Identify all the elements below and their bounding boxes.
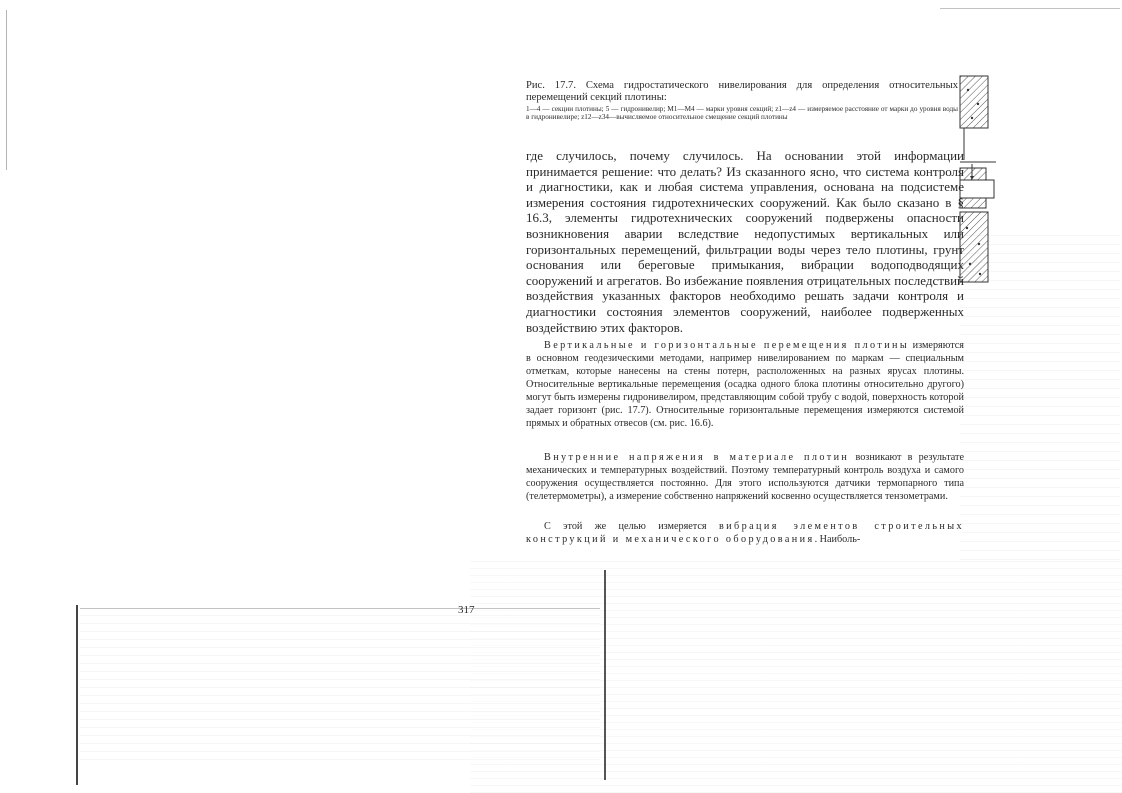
show-through-text-left	[80, 610, 600, 760]
caption-legend: 1—4 — секции плотины; 5 — гидронивелир; M1—M4 — марки уровня секций; z1—z4 — измеряемое расстояние от марки до уровня воды в гидронивелире; z12—z34—вычисляемое относительное смещение секций плотины	[526, 105, 958, 122]
body-paragraph-intro: где случилось, почему случилось. На основании этой информации принимается решение: что делать? Из сказанного ясно, что система контроля и диагностики, как и любая система управления, основана на подсистеме измерения состояния гидротехнических сооружений. Как было сказано в § 16.3, элементы гидротехнических сооружений подвержены опасности возникновения аварии вследствие недопустимых вертикальных или горизонтальных перемещений, фильтрации воды через тело плотины, грунт основания или береговые примыкания, вибрации водоподводящих сооружений и агрегатов. Во избежание появления отрицательных последствий воздействия указанных факторов необходимо решать задачи контроля и диагностики состояния элементов сооружений, наиболее подверженных воздействию этих факторов.	[526, 148, 964, 335]
paragraph-displacements-text: измеряются в основном геодезическими методами, например нивелированием по маркам — специальным отметкам, которые нанесены на стены потерн, расположенных на разных ярусах плотины. Относительные вертикальные перемещения (осадка одного блока плотины относительно другого) могут быть измерены гидронивелиром, представляющим собой трубу с водой, поверхность которой задает горизонт (рис. 17.7). Относительные горизонтальные перемещения измеряются системой прямых и обратных отвесов (см. рис. 16.6).	[526, 340, 964, 429]
body-paragraph-displacements	[526, 339, 964, 430]
body-paragraph-stresses	[526, 451, 964, 503]
figure-caption	[526, 80, 958, 121]
page-number: 317	[458, 604, 475, 616]
term-internal-stresses: Внутренние напряжения в материале плотин	[544, 452, 850, 463]
dam-section-upper	[960, 76, 988, 128]
scan-margin-line-horizontal	[80, 608, 600, 609]
paragraph-vibration-start: С этой же целью измеряется	[544, 521, 719, 532]
body-paragraph-vibration	[526, 520, 964, 546]
scan-edge-top	[940, 8, 1120, 9]
dam-section-lower	[960, 212, 988, 282]
term-vibration: вибрация элементов строительных конструкций и механического оборудования	[526, 521, 964, 545]
term-displacements: Вертикальные и горизонтальные перемещения плотины	[544, 340, 910, 351]
figure-dam-hydroleveling	[958, 72, 998, 292]
caption-title: Рис. 17.7. Схема гидростатического нивелирования для определения относительных перемещений секций плотины:	[526, 80, 958, 103]
paragraph-stresses-text: возникают в результате механических и температурных воздействий. Поэтому температурный контроль воздуха и самого сооружения осуществляется постоянно. Для этого используются датчики термопарного типа (телетермометры), а измерение собственно напряжений косвенно осуществляется тензометрами.	[526, 452, 964, 502]
scan-margin-line-center	[604, 570, 606, 780]
scan-margin-line-left	[76, 605, 78, 785]
scan-edge-left	[6, 10, 7, 170]
hydrolevel-pipe	[960, 164, 994, 208]
paragraph-vibration-end: . Наиболь-	[814, 534, 861, 545]
